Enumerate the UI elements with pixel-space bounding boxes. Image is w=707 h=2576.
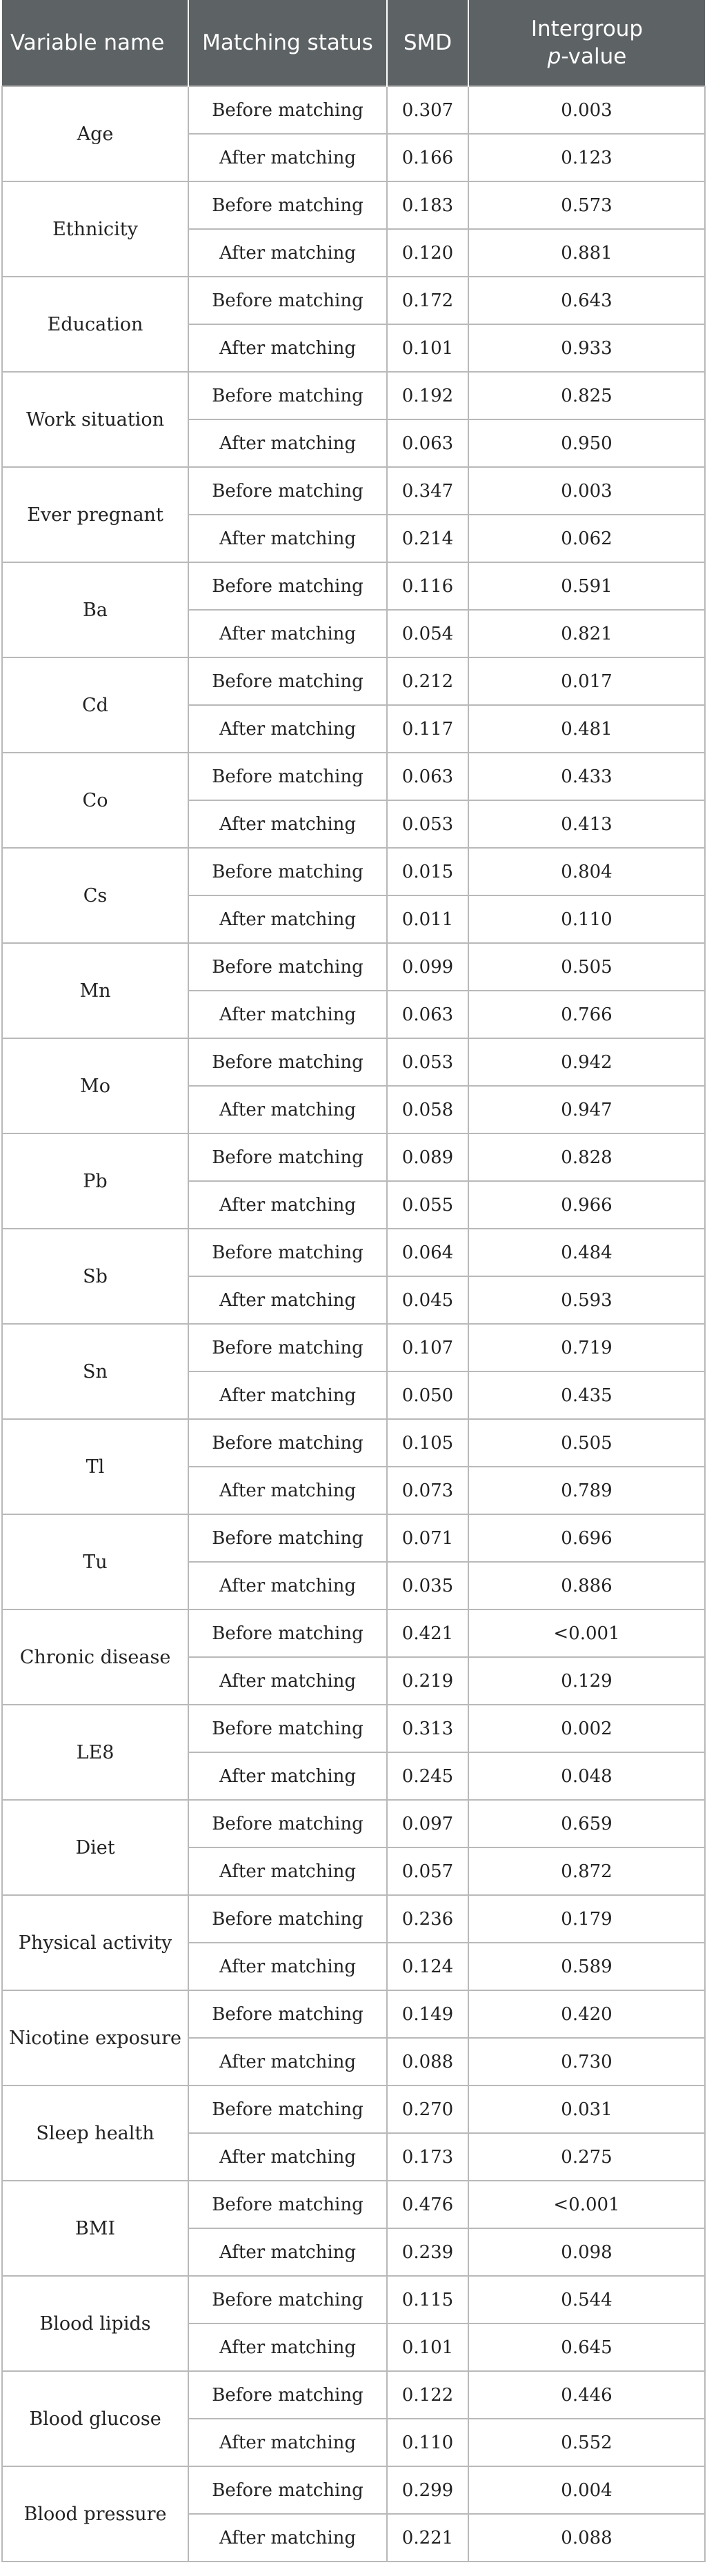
table-row [2, 1800, 705, 1847]
p-value-cell: 0.573 [468, 181, 705, 229]
variable-name-cell: Co [2, 753, 188, 848]
matching-status-cell: Before matching [188, 1419, 387, 1467]
smd-cell: 0.236 [387, 1895, 468, 1943]
smd-cell: 0.239 [387, 2228, 468, 2276]
matching-status-cell: After matching [188, 1657, 387, 1705]
table-row [2, 372, 705, 419]
matching-status-cell: After matching [188, 134, 387, 181]
p-value-cell: 0.828 [468, 1133, 705, 1181]
smd-cell: 0.221 [387, 2514, 468, 2562]
matching-status-cell: After matching [188, 1467, 387, 1514]
smd-cell: 0.063 [387, 419, 468, 467]
p-value-cell: 0.017 [468, 657, 705, 705]
matching-status-cell: After matching [188, 2324, 387, 2371]
smd-table [1, 0, 706, 2562]
matching-status-cell: Before matching [188, 2276, 387, 2324]
smd-cell: 0.219 [387, 1657, 468, 1705]
matching-status-cell: Before matching [188, 181, 387, 229]
p-value-cell: 0.942 [468, 1038, 705, 1086]
table-row [2, 1705, 705, 1752]
matching-status-cell: Before matching [188, 1038, 387, 1086]
matching-status-cell: After matching [188, 324, 387, 372]
smd-cell: 0.058 [387, 1086, 468, 1133]
smd-cell: 0.057 [387, 1847, 468, 1895]
matching-status-cell: After matching [188, 419, 387, 467]
smd-cell: 0.053 [387, 800, 468, 848]
p-value-cell: 0.048 [468, 1752, 705, 1800]
matching-status-cell: Before matching [188, 2371, 387, 2419]
matching-status-cell: Before matching [188, 372, 387, 419]
table-row [2, 1229, 705, 1276]
matching-status-cell: Before matching [188, 277, 387, 324]
matching-status-cell: Before matching [188, 1324, 387, 1371]
smd-cell: 0.122 [387, 2371, 468, 2419]
header-row [2, 0, 705, 86]
header-value-suffix: -value [561, 44, 627, 69]
variable-name-cell: Cd [2, 657, 188, 753]
smd-cell: 0.116 [387, 562, 468, 610]
smd-cell: 0.064 [387, 1229, 468, 1276]
matching-status-cell: After matching [188, 1562, 387, 1609]
table-row [2, 1514, 705, 1562]
smd-cell: 0.117 [387, 705, 468, 753]
smd-cell: 0.101 [387, 324, 468, 372]
smd-cell: 0.097 [387, 1800, 468, 1847]
header-intergroup-label: Intergroup [530, 17, 644, 41]
matching-status-cell: Before matching [188, 1229, 387, 1276]
variable-name-cell: Tl [2, 1419, 188, 1514]
matching-status-cell: Before matching [188, 1990, 387, 2038]
header-variable-name: Variable name [2, 0, 188, 86]
variable-name-cell: Age [2, 86, 188, 181]
p-value-cell: 0.505 [468, 943, 705, 991]
p-value-cell: 0.825 [468, 372, 705, 419]
p-value-cell: 0.719 [468, 1324, 705, 1371]
p-value-cell: 0.031 [468, 2085, 705, 2133]
p-value-cell: 0.933 [468, 324, 705, 372]
p-value-cell: 0.947 [468, 1086, 705, 1133]
p-value-cell: 0.552 [468, 2419, 705, 2466]
table-row [2, 562, 705, 610]
matching-status-cell: After matching [188, 1847, 387, 1895]
matching-status-cell: Before matching [188, 2466, 387, 2514]
smd-cell: 0.101 [387, 2324, 468, 2371]
p-value-cell: 0.886 [468, 1562, 705, 1609]
matching-status-cell: After matching [188, 2514, 387, 2562]
smd-cell: 0.015 [387, 848, 468, 895]
matching-status-cell: After matching [188, 991, 387, 1038]
matching-status-cell: After matching [188, 1086, 387, 1133]
variable-name-cell: Physical activity [2, 1895, 188, 1990]
smd-cell: 0.089 [387, 1133, 468, 1181]
smd-cell: 0.347 [387, 467, 468, 515]
p-value-cell: 0.544 [468, 2276, 705, 2324]
table-row [2, 753, 705, 800]
p-value-cell: 0.098 [468, 2228, 705, 2276]
p-value-cell: <0.001 [468, 1609, 705, 1657]
matching-status-cell: After matching [188, 610, 387, 657]
smd-cell: 0.099 [387, 943, 468, 991]
p-value-cell: 0.789 [468, 1467, 705, 1514]
p-value-cell: 0.766 [468, 991, 705, 1038]
smd-cell: 0.124 [387, 1943, 468, 1990]
table-row [2, 657, 705, 705]
p-value-cell: 0.110 [468, 895, 705, 943]
matching-status-cell: After matching [188, 1181, 387, 1229]
p-value-cell: 0.593 [468, 1276, 705, 1324]
table-row [2, 1895, 705, 1943]
table-row [2, 2276, 705, 2324]
header-p-italic: p [547, 44, 561, 69]
variable-name-cell: Blood pressure [2, 2466, 188, 2562]
matching-status-cell: Before matching [188, 1609, 387, 1657]
table-row [2, 1133, 705, 1181]
table-row [2, 2085, 705, 2133]
p-value-cell: 0.481 [468, 705, 705, 753]
matching-status-cell: Before matching [188, 562, 387, 610]
table-row [2, 2371, 705, 2419]
smd-cell: 0.045 [387, 1276, 468, 1324]
matching-status-cell: After matching [188, 2133, 387, 2181]
matching-status-cell: Before matching [188, 943, 387, 991]
smd-cell: 0.149 [387, 1990, 468, 2038]
header-smd: SMD [387, 0, 468, 86]
matching-status-cell: After matching [188, 895, 387, 943]
smd-cell: 0.212 [387, 657, 468, 705]
variable-name-cell: LE8 [2, 1705, 188, 1800]
smd-cell: 0.172 [387, 277, 468, 324]
variable-name-cell: BMI [2, 2181, 188, 2276]
p-value-cell: 0.643 [468, 277, 705, 324]
table-body [2, 86, 705, 2562]
variable-name-cell: Chronic disease [2, 1609, 188, 1705]
variable-name-cell: Tu [2, 1514, 188, 1609]
table-row [2, 1609, 705, 1657]
variable-name-cell: Education [2, 277, 188, 372]
matching-status-cell: Before matching [188, 86, 387, 134]
p-value-cell: 0.420 [468, 1990, 705, 2038]
variable-name-cell: Nicotine exposure [2, 1990, 188, 2085]
matching-status-cell: Before matching [188, 1800, 387, 1847]
smd-cell: 0.053 [387, 1038, 468, 1086]
matching-status-cell: After matching [188, 800, 387, 848]
p-value-cell: 0.484 [468, 1229, 705, 1276]
p-value-cell: 0.881 [468, 229, 705, 277]
p-value-cell: 0.179 [468, 1895, 705, 1943]
p-value-cell: 0.446 [468, 2371, 705, 2419]
smd-cell: 0.105 [387, 1419, 468, 1467]
p-value-cell: 0.433 [468, 753, 705, 800]
table-row [2, 1419, 705, 1467]
header-intergroup-p-value [468, 0, 705, 86]
smd-cell: 0.107 [387, 1324, 468, 1371]
smd-cell: 0.421 [387, 1609, 468, 1657]
table-row [2, 277, 705, 324]
matching-status-cell: Before matching [188, 848, 387, 895]
table-row [2, 181, 705, 229]
p-value-cell: 0.004 [468, 2466, 705, 2514]
matching-status-cell: After matching [188, 2419, 387, 2466]
variable-name-cell: Mo [2, 1038, 188, 1133]
matching-status-cell: Before matching [188, 2181, 387, 2228]
table-row [2, 2466, 705, 2514]
matching-status-cell: After matching [188, 1943, 387, 1990]
variable-name-cell: Work situation [2, 372, 188, 467]
table-row [2, 1990, 705, 2038]
smd-cell: 0.183 [387, 181, 468, 229]
smd-cell: 0.313 [387, 1705, 468, 1752]
smd-cell: 0.110 [387, 2419, 468, 2466]
variable-name-cell: Sleep health [2, 2085, 188, 2181]
smd-cell: 0.088 [387, 2038, 468, 2085]
p-value-cell: 0.003 [468, 86, 705, 134]
smd-cell: 0.050 [387, 1371, 468, 1419]
smd-cell: 0.245 [387, 1752, 468, 1800]
smd-cell: 0.307 [387, 86, 468, 134]
smd-cell: 0.073 [387, 1467, 468, 1514]
matching-status-cell: After matching [188, 705, 387, 753]
p-value-cell: 0.435 [468, 1371, 705, 1419]
smd-cell: 0.476 [387, 2181, 468, 2228]
p-value-cell: 0.730 [468, 2038, 705, 2085]
variable-name-cell: Ba [2, 562, 188, 657]
smd-cell: 0.115 [387, 2276, 468, 2324]
matching-status-cell: Before matching [188, 467, 387, 515]
p-value-cell: 0.275 [468, 2133, 705, 2181]
smd-cell: 0.054 [387, 610, 468, 657]
smd-cell: 0.035 [387, 1562, 468, 1609]
matching-status-cell: Before matching [188, 657, 387, 705]
header-matching-status: Matching status [188, 0, 387, 86]
smd-cell: 0.120 [387, 229, 468, 277]
smd-cell: 0.071 [387, 1514, 468, 1562]
matching-status-cell: Before matching [188, 1514, 387, 1562]
table-row [2, 467, 705, 515]
table-row [2, 86, 705, 134]
p-value-cell: 0.821 [468, 610, 705, 657]
smd-cell: 0.063 [387, 991, 468, 1038]
p-value-cell: 0.413 [468, 800, 705, 848]
table-row [2, 1324, 705, 1371]
smd-cell: 0.299 [387, 2466, 468, 2514]
table-row [2, 943, 705, 991]
variable-name-cell: Sb [2, 1229, 188, 1324]
matching-status-cell: Before matching [188, 1705, 387, 1752]
p-value-cell: 0.950 [468, 419, 705, 467]
table-header [2, 0, 705, 86]
variable-name-cell: Cs [2, 848, 188, 943]
variable-name-cell: Ever pregnant [2, 467, 188, 562]
matching-status-cell: After matching [188, 1371, 387, 1419]
variable-name-cell: Blood glucose [2, 2371, 188, 2466]
variable-name-cell: Mn [2, 943, 188, 1038]
p-value-cell: <0.001 [468, 2181, 705, 2228]
matching-status-cell: After matching [188, 2038, 387, 2085]
p-value-cell: 0.088 [468, 2514, 705, 2562]
matching-status-cell: Before matching [188, 1133, 387, 1181]
p-value-cell: 0.003 [468, 467, 705, 515]
p-value-cell: 0.966 [468, 1181, 705, 1229]
smd-cell: 0.173 [387, 2133, 468, 2181]
smd-cell: 0.063 [387, 753, 468, 800]
smd-cell: 0.214 [387, 515, 468, 562]
matching-status-cell: After matching [188, 515, 387, 562]
table-row [2, 2181, 705, 2228]
p-value-cell: 0.002 [468, 1705, 705, 1752]
p-value-cell: 0.696 [468, 1514, 705, 1562]
variable-name-cell: Diet [2, 1800, 188, 1895]
smd-cell: 0.011 [387, 895, 468, 943]
p-value-cell: 0.872 [468, 1847, 705, 1895]
matching-status-cell: After matching [188, 1752, 387, 1800]
variable-name-cell: Sn [2, 1324, 188, 1419]
smd-cell: 0.166 [387, 134, 468, 181]
matching-status-cell: Before matching [188, 2085, 387, 2133]
p-value-cell: 0.591 [468, 562, 705, 610]
p-value-cell: 0.589 [468, 1943, 705, 1990]
variable-name-cell: Blood lipids [2, 2276, 188, 2371]
p-value-cell: 0.804 [468, 848, 705, 895]
p-value-cell: 0.645 [468, 2324, 705, 2371]
matching-status-cell: After matching [188, 2228, 387, 2276]
matching-status-cell: After matching [188, 1276, 387, 1324]
variable-name-cell: Ethnicity [2, 181, 188, 277]
p-value-cell: 0.123 [468, 134, 705, 181]
table-row [2, 848, 705, 895]
variable-name-cell: Pb [2, 1133, 188, 1229]
matching-status-cell: After matching [188, 229, 387, 277]
matching-status-cell: Before matching [188, 1895, 387, 1943]
matching-status-cell: Before matching [188, 753, 387, 800]
p-value-cell: 0.505 [468, 1419, 705, 1467]
smd-cell: 0.270 [387, 2085, 468, 2133]
p-value-cell: 0.062 [468, 515, 705, 562]
smd-cell: 0.192 [387, 372, 468, 419]
table-row [2, 1038, 705, 1086]
p-value-cell: 0.129 [468, 1657, 705, 1705]
smd-cell: 0.055 [387, 1181, 468, 1229]
p-value-cell: 0.659 [468, 1800, 705, 1847]
